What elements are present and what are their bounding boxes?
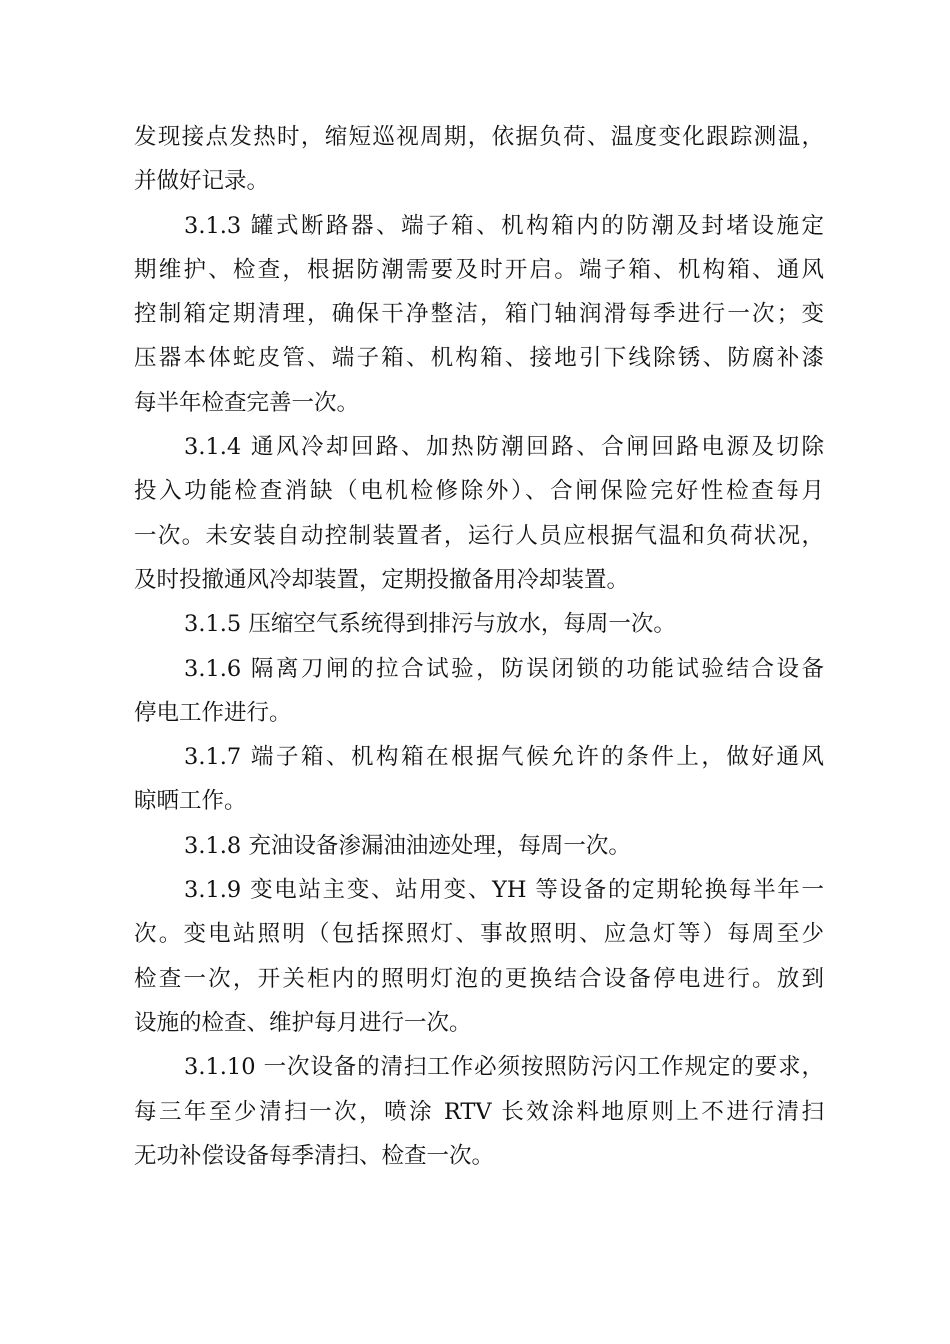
- paragraph-3-1-3: [134, 204, 824, 425]
- text-line: 及时投撤通风冷却装置，定期投撤备用冷却装置。: [134, 566, 630, 593]
- text-line: 一次。未安装自动控制装置者，运行人员应根据气温和负荷状况，: [134, 522, 824, 549]
- paragraph-3-1-10: [134, 1045, 824, 1178]
- text-line: 3.1.5 压缩空气系统得到排污与放水，每周一次。: [184, 611, 676, 638]
- text-line: 并做好记录。: [134, 168, 270, 195]
- text-line: 3.1.8 充油设备渗漏油油迹处理，每周一次。: [184, 832, 631, 859]
- text-line: 投入功能检查消缺（电机检修除外）、合闸保险完好性检查每月: [134, 478, 824, 505]
- text-line: 每三年至少清扫一次，喷涂 RTV 长效涂料地原则上不进行清扫: [134, 1098, 824, 1125]
- text-line: 晾晒工作。: [134, 788, 247, 815]
- paragraph-3-1-5: [134, 602, 824, 646]
- text-line: 3.1.3 罐式断路器、端子箱、机构箱内的防潮及封堵设施定: [184, 212, 824, 239]
- paragraph-3-1-6: [134, 647, 824, 736]
- text-line: 控制箱定期清理，确保干净整洁，箱门轴润滑每季进行一次；变: [134, 301, 824, 328]
- text-line: 检查一次，开关柜内的照明灯泡的更换结合设备停电进行。放到: [134, 965, 824, 992]
- document-page: [134, 115, 824, 1178]
- paragraph-3-1-8: [134, 824, 824, 868]
- text-line: 3.1.4 通风冷却回路、加热防潮回路、合闸回路电源及切除: [184, 434, 824, 461]
- text-line: 每半年检查完善一次。: [134, 389, 360, 416]
- text-line: 期维护、检查，根据防潮需要及时开启。端子箱、机构箱、通风: [134, 256, 824, 283]
- text-line: 设施的检查、维护每月进行一次。: [134, 1009, 472, 1036]
- text-line: 无功补偿设备每季清扫、检查一次。: [134, 1142, 495, 1169]
- text-line: 压器本体蛇皮管、端子箱、机构箱、接地引下线除锈、防腐补漆: [134, 345, 824, 372]
- paragraph-3-1-9: [134, 868, 824, 1045]
- text-line: 次。变电站照明（包括探照灯、事故照明、应急灯等）每周至少: [134, 921, 824, 948]
- text-line: 发现接点发热时，缩短巡视周期，依据负荷、温度变化跟踪测温，: [134, 124, 824, 150]
- text-line: 3.1.9 变电站主变、站用变、YH 等设备的定期轮换每半年一: [184, 877, 824, 904]
- text-line: 3.1.7 端子箱、机构箱在根据气候允许的条件上，做好通风: [184, 744, 824, 771]
- paragraph-3-1-7: [134, 735, 824, 824]
- text-line: 停电工作进行。: [134, 699, 292, 726]
- text-line: 3.1.10 一次设备的清扫工作必须按照防污闪工作规定的要求，: [184, 1054, 824, 1081]
- paragraph-3-1-4: [134, 425, 824, 602]
- paragraph-continuation: [134, 115, 824, 204]
- text-line: 3.1.6 隔离刀闸的拉合试验，防误闭锁的功能试验结合设备: [184, 655, 824, 682]
